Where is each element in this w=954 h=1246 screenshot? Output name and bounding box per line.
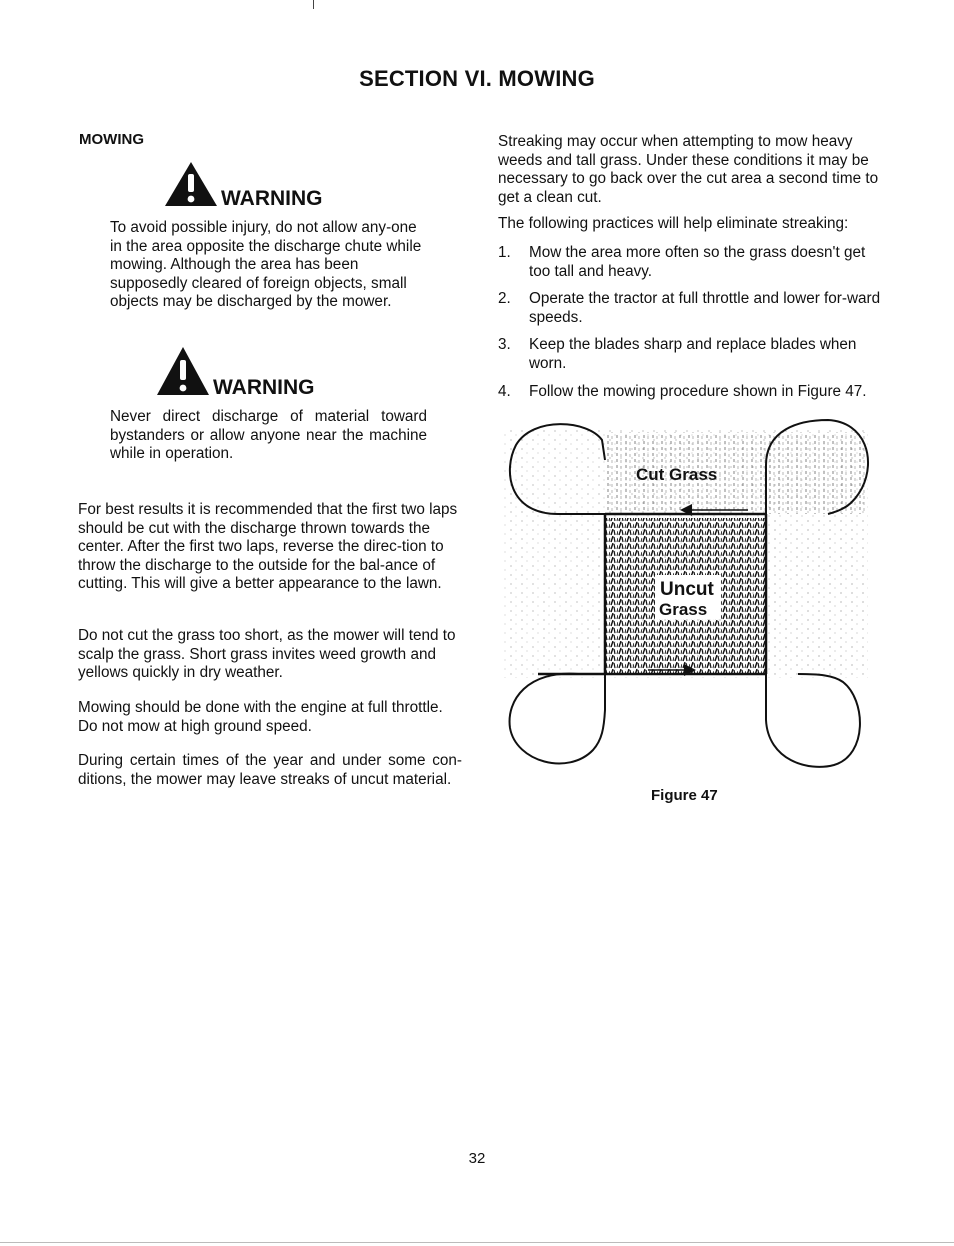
practices-intro: The following practices will help eliminate streaking: [498, 215, 849, 232]
warning-label-1: WARNING [221, 187, 323, 210]
paragraph-streaks: During certain times of the year and under some con-ditions, the mower may leave streaks of uncut material. [78, 752, 462, 788]
section-title: SECTION VI. MOWING [359, 66, 595, 91]
warning-triangle-icon [163, 160, 219, 213]
figure-47-diagram [498, 410, 878, 780]
uncut-grass-label-1: Uncut [660, 579, 714, 600]
paragraph-too-short: Do not cut the grass too short, as the mower will tend to scalp the grass. Short grass invites weed growth and yellows quickly in dry weather. [78, 627, 456, 682]
practices-list [498, 244, 882, 410]
figure-caption: Figure 47 [651, 787, 718, 804]
bottom-divider [0, 1242, 954, 1243]
cut-grass-label: Cut Grass [636, 465, 718, 484]
paragraph-throttle: Mowing should be done with the engine at full throttle. Do not mow at high ground speed. [78, 699, 443, 735]
warning-text-2: Never direct discharge of material toward bystanders or allow anyone near the machine while in operation. [110, 408, 427, 463]
warning-label-2: WARNING [213, 376, 315, 399]
list-item: 1. Mow the area more often so the grass doesn't get too tall and heavy. [498, 244, 866, 280]
warning-text-1: To avoid possible injury, do not allow any-one in the area opposite the discharge chute while mowing. Although the area has been supposedly cleared of foreign objects, small objects may be discharged by the mower. [110, 219, 422, 311]
list-item: 2. Operate the tractor at full throttle and lower for-ward speeds. [498, 290, 881, 326]
uncut-grass-label-2: Grass [659, 600, 708, 619]
paragraph-laps: For best results it is recommended that the first two laps should be cut with the discharge thrown towards the center. After the first two laps, reverse the direc-tion to throw the discharge to the outside for the bal-ance of cutting. This will give a better appearance to the lawn. [78, 501, 458, 593]
list-item: 4. Follow the mowing procedure shown in Figure 47. [498, 382, 867, 400]
warning-header-1 [163, 160, 323, 213]
warning-header-2 [155, 345, 315, 402]
warning-triangle-icon [155, 345, 211, 402]
page-number: 32 [468, 1150, 486, 1167]
paragraph-streaking: Streaking may occur when attempting to mow heavy weeds and tall grass. Under these conditions it may be necessary to go back over the cut area a second time to get a clean cut. [498, 133, 879, 206]
mowing-subhead: MOWING [79, 131, 144, 148]
scan-mark [313, 0, 314, 9]
list-item: 3. Keep the blades sharp and replace blades when worn. [498, 336, 857, 372]
